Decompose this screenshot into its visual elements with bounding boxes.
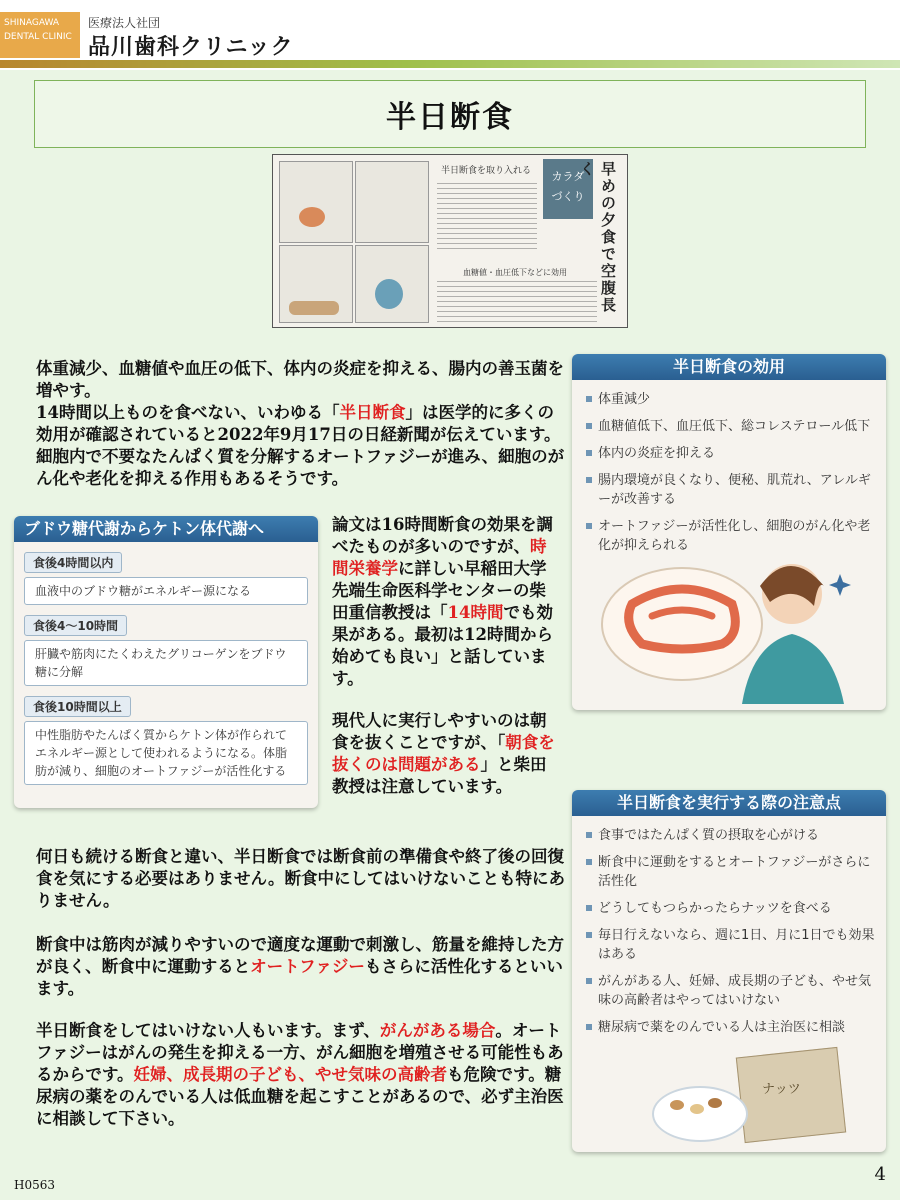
page-header: [0, 0, 900, 70]
effects-panel-title: 半日断食の効用: [572, 354, 886, 380]
logo-line1: SHINAGAWA: [4, 18, 60, 28]
clinic-name: 品川歯科クリニック: [88, 35, 294, 60]
list-item: 血糖値低下、血圧低下、総コレステロール低下: [586, 417, 876, 436]
clipping-graphics: [279, 161, 429, 323]
clipping-vertical-title: 早めの夕食で空腹長く: [578, 161, 617, 314]
effects-panel: [572, 354, 886, 710]
list-item: 糖尿病で薬をのんでいる人は主治医に相談: [586, 1018, 876, 1037]
org-name: 医療法人社団: [88, 16, 161, 30]
list-item: オートファジーが活性化し、細胞のがん化や老化が抑えられる: [586, 517, 876, 555]
page-title: 半日断食: [386, 100, 514, 135]
list-item: 体重減少: [586, 390, 876, 409]
list-item: 断食中に運動をするとオートファジーがさらに活性化: [586, 853, 876, 891]
warning-paragraph: 半日断食をしてはいけない人もいます。まず、がんがある場合。オートファジーはがんの発生を抑える一方、がん細胞を増殖させる可能性もあるからです。妊婦、成長期の子ども、やせ気味の高齢者も危険です。糖尿病の薬をのんでいる人は低血糖を起こすことがあるので、必ず主治医に相談して下さい。: [36, 1021, 564, 1128]
nuts-illustration: [652, 1052, 872, 1148]
list-item: がんがある人、妊婦、成長期の子ども、やせ気味の高齢者はやってはいけない: [586, 972, 876, 1010]
intro-paragraph: 体重減少、血糖値や血圧の低下、体内の炎症を抑える、腸内の善玉菌を増やす。 14時間以上ものを食べない、いわゆる「半日断食」は医学的に多くの効用が確認されていると2022年9月17日の日経新聞が伝えています。細胞内で不要なたんぱく質を分解するオートファジーが進み、細胞のがん化や老化を抑える作用もあるそうです。: [36, 359, 565, 488]
clipping-heading: 半日断食を取り入れる: [441, 166, 532, 176]
list-item: 食事ではたんぱく質の摂取を心がける: [586, 826, 876, 845]
metabolism-panel: [14, 516, 318, 808]
header-divider: [0, 60, 900, 68]
list-item: 腸内環境が良くなり、便秘、肌荒れ、アレルギーが改善する: [586, 471, 876, 509]
breakfast-paragraph: 現代人に実行しやすいのは朝食を抜くことですが、「朝食を抜くのは問題がある」と柴田教授は注意しています。: [332, 711, 555, 796]
research-paragraph: 論文は16時間断食の効果を調べたものが多いのですが、時間栄養学に詳しい早稲田大学先端生命医科学センターの柴田重信教授は「14時間でも効果がある。最初は12時間から始めても良い」と話しています。: [332, 515, 553, 688]
cautions-list: [572, 816, 886, 1037]
nuts-label: ナッツ: [762, 1082, 801, 1097]
title-box: [34, 80, 866, 148]
document-code: H0563: [14, 1178, 56, 1192]
exercise-paragraph: 断食中は筋肉が減りやすいので適度な運動で刺激し、筋量を維持した方が良く、断食中に運動するとオートファジーもさらに活性化するといいます。: [36, 935, 564, 998]
metabolism-stage: 食後4～10時間 肝臓や筋肉にたくわえたグリコーゲンをブドウ糖に分解: [24, 615, 308, 686]
clipping-subheading: 血糖値・血圧低下などに効用: [463, 268, 567, 277]
clinic-logo: [0, 12, 80, 58]
cautions-panel: [572, 790, 886, 1152]
metabolism-stage: 食後4時間以内 血液中のブドウ糖がエネルギー源になる: [24, 552, 308, 605]
metabolism-stage: 食後10時間以上 中性脂肪やたんぱく質からケトン体が作られてエネルギー源として使われるようになる。体脂肪が減り、細胞のオートファジーが活性化する: [24, 696, 308, 785]
list-item: 毎日行えないなら、週に1日、月に1日でも効果はある: [586, 926, 876, 964]
metabolism-panel-title: ブドウ糖代謝からケトン体代謝へ: [14, 516, 318, 542]
cautions-panel-title: 半日断食を実行する際の注意点: [572, 790, 886, 816]
logo-line2: DENTAL CLINIC: [4, 32, 72, 42]
woman-illustration: [592, 544, 882, 704]
list-item: 体内の炎症を抑える: [586, 444, 876, 463]
newspaper-clipping: [272, 154, 628, 328]
clipping-badge: カラダ づくり: [543, 159, 593, 219]
comparison-paragraph: 何日も続ける断食と違い、半日断食では断食前の準備食や終了後の回復食を気にする必要はありません。断食中にしてはいけないことも特にありません。: [36, 847, 565, 910]
list-item: どうしてもつらかったらナッツを食べる: [586, 899, 876, 918]
effects-list: [572, 380, 886, 555]
page-number: 4: [874, 1164, 886, 1185]
